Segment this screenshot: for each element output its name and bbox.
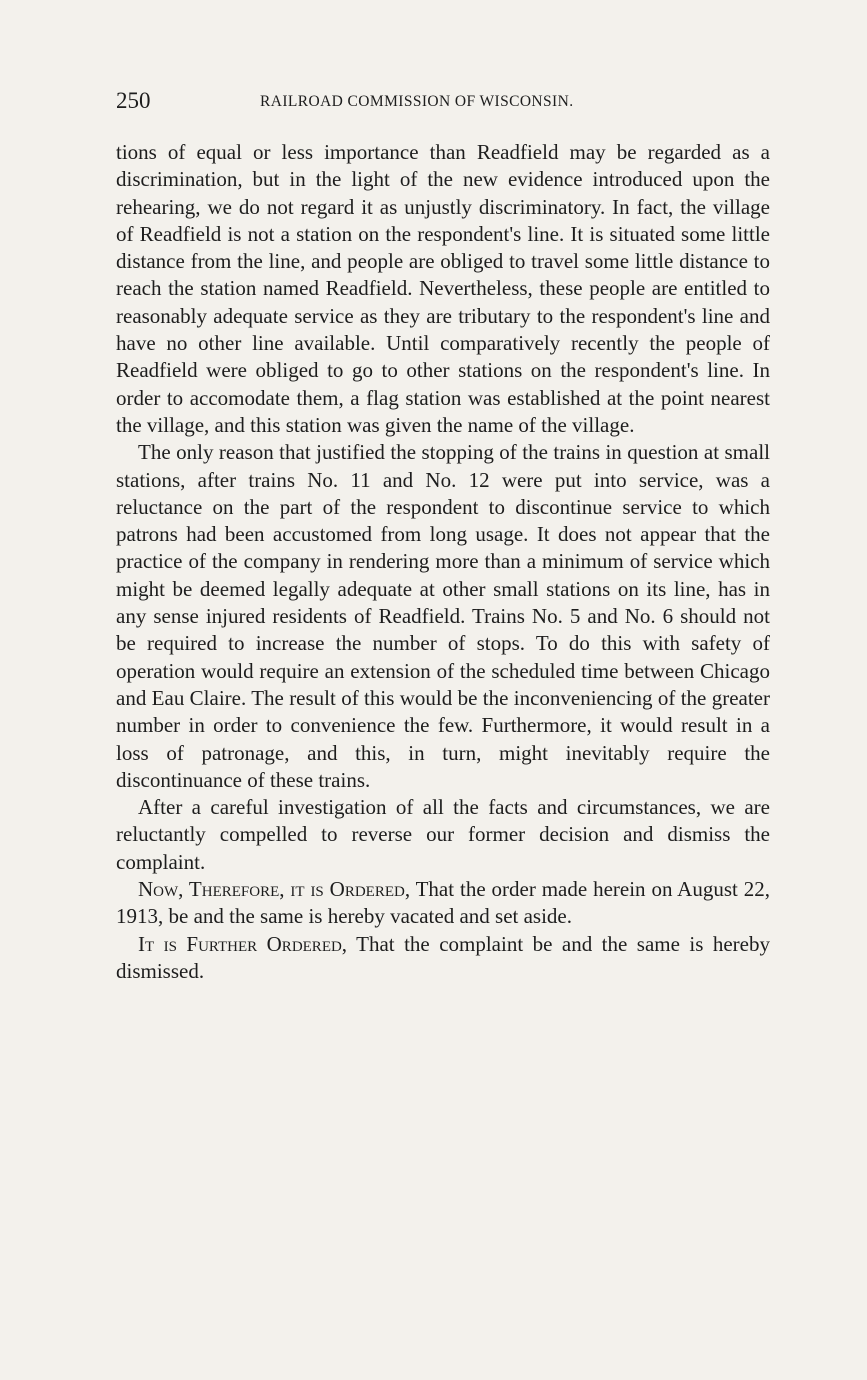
paragraph-1-text: tions of equal or less importance than Readfield may be regarded as a discrimination, but in the light of the new evidence introduced upon the rehearing, we do not regard it as unjustly discriminatory. In fact, the village of Readfield is not a station on the respondent's line. It is situated some little distance from the line, and people are obliged to travel some little distance to reach the station named Readfield. Nevertheless, these people are entitled to reasonably adequate service as they are tributary to the respondent's line and have no other line available. Until comparatively recently the people of Readfield were obliged to go to other stations on the respondent's line. In order to accomodate them, a flag station was established at the point nearest the village, and this station was given the name of the village. — [116, 140, 770, 437]
order-text-1: That the order made herein on August 22, 1913, be and the same is hereby vacated and set aside. — [116, 877, 770, 929]
order-text-2: That the complaint be and the same is hereby dismissed. — [116, 931, 771, 983]
order-paragraph-1 — [116, 876, 770, 931]
paragraph-3 — [116, 794, 770, 876]
page-number: 250 — [116, 88, 151, 113]
order-paragraph-2 — [116, 931, 770, 986]
paragraph-2 — [116, 439, 770, 794]
paragraph-2-text: The only reason that justified the stopping of the trains in question at small stations, after trains No. 11 and No. 12 were put into service, was a reluctance on the part of the respondent to discontinue service to which patrons had been accustomed from long usage. It does not appear that the practice of the company in rendering more than a minimum of service which might be deemed legally adequate at other small stations on its line, has in any sense injured residents of Readfield. Trains No. 5 and No. 6 should not be required to increase the number of stops. To do this with safety of operation would require an extension of the scheduled time between Chicago and Eau Claire. The result of this would be the inconveniencing of the greater number in order to convenience the few. Furthermore, it would result in a loss of patronage, and this, in turn, might inevitably require the discontinuance of these trains. — [116, 440, 770, 792]
paragraph-1 — [116, 139, 770, 439]
order-lead-2: It is Further Ordered, — [138, 931, 348, 956]
running-head — [116, 86, 770, 116]
order-lead-1: Now, Therefore, it is Ordered, — [138, 877, 411, 902]
paragraph-3-text: After a careful investigation of all the facts and circumstances, we are reluctantly compelled to reverse our former decision and dismiss the complaint. — [116, 795, 770, 874]
running-head-title: RAILROAD COMMISSION OF WISCONSIN. — [260, 93, 574, 110]
body-text — [116, 139, 770, 985]
